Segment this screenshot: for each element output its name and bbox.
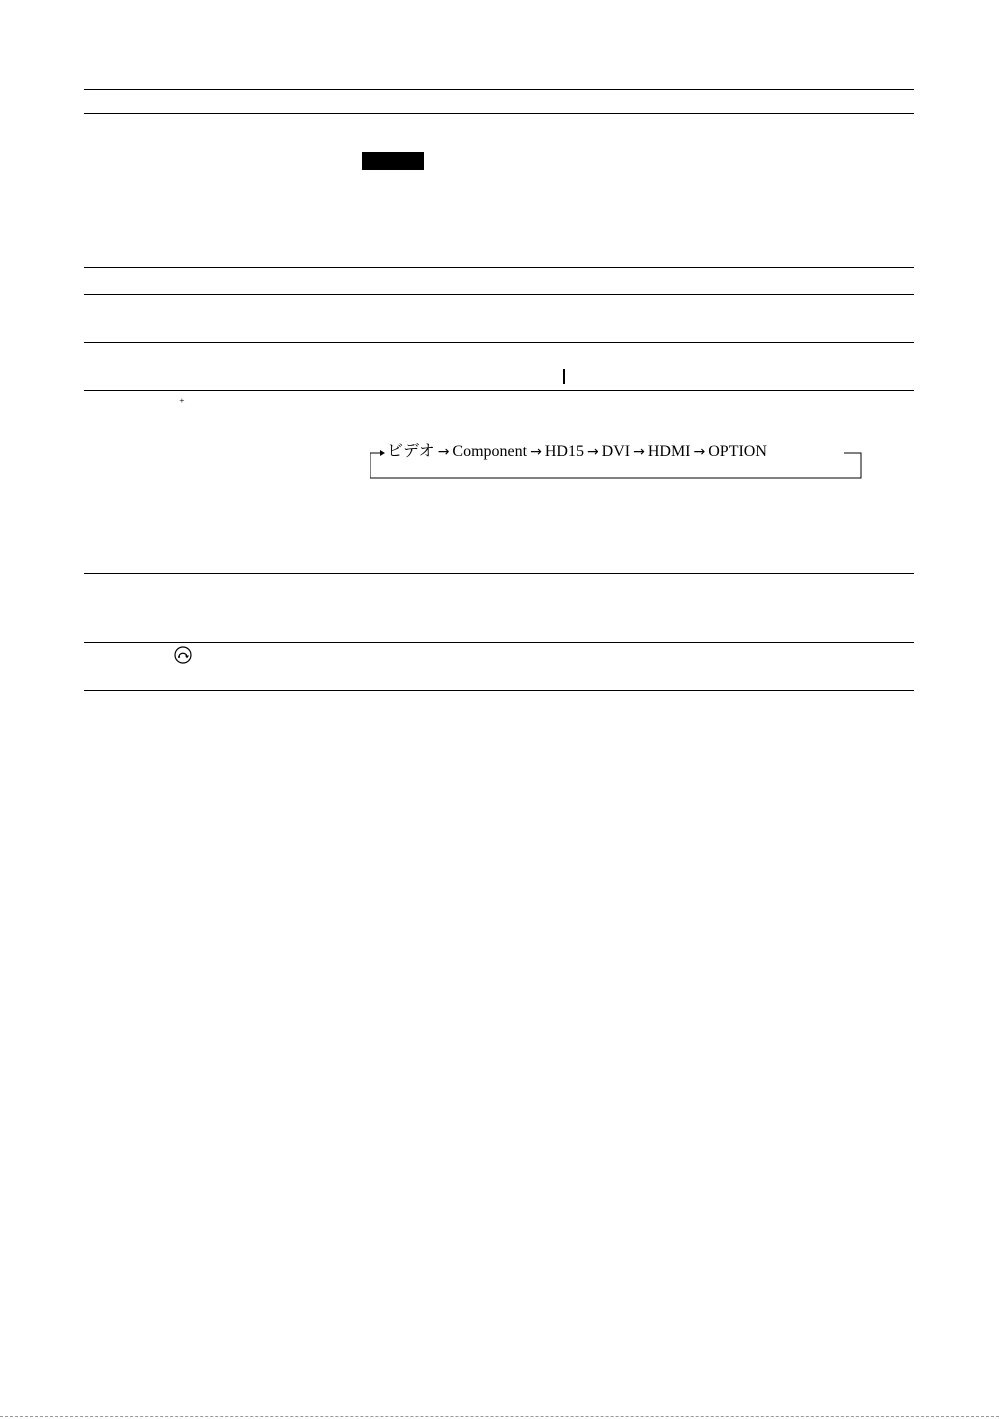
flow-items (387, 442, 767, 462)
flow-item-hdmi: HDMI (647, 443, 691, 460)
table-rule-row-1 (84, 267, 914, 268)
return-icon (174, 646, 192, 664)
arrow-icon: → (586, 444, 599, 460)
text-cursor-bar (563, 369, 565, 384)
table-rule-bottom (84, 690, 914, 691)
flow-item-video: ビデオ (387, 443, 435, 460)
arrow-icon: → (693, 444, 706, 460)
page-bottom-edge (0, 1416, 999, 1417)
flow-item-dvi: DVI (601, 443, 631, 460)
table-rule-row-6 (84, 642, 914, 643)
sparkle-icon: ⁺ (179, 396, 185, 409)
table-rule-header (84, 113, 914, 114)
flow-item-hd15: HD15 (544, 443, 584, 460)
input-cycle-flow (370, 441, 862, 479)
table-rule-row-2 (84, 294, 914, 295)
arrow-icon: → (437, 444, 450, 460)
table-rule-row-5 (84, 573, 914, 574)
flow-item-component: Component (452, 443, 528, 460)
flow-item-option: OPTION (708, 443, 767, 460)
arrow-icon: → (530, 444, 542, 460)
arrow-icon: → (633, 444, 645, 460)
table-rule-row-4 (84, 390, 914, 391)
table-rule-row-3 (84, 342, 914, 343)
table-rule-top (84, 89, 914, 90)
redacted-block (362, 152, 424, 170)
